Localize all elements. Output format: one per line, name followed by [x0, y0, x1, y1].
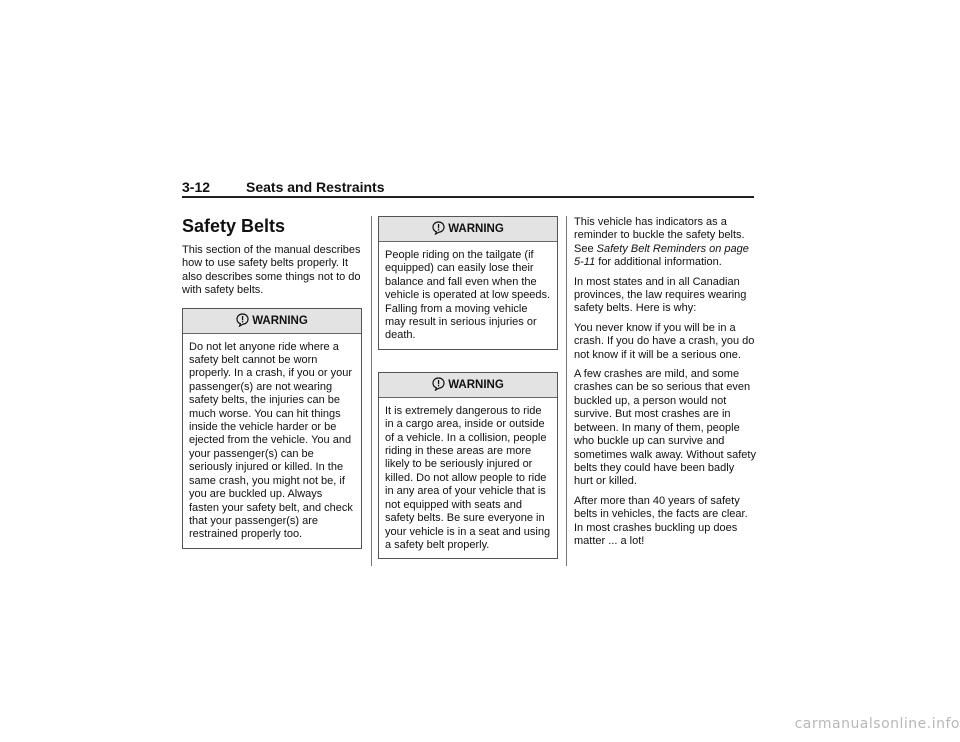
watermark: carmanualsonline.info: [794, 716, 960, 732]
facts-paragraph: After more than 40 years of safety belts in vehicles, the facts are clear. In most crashes buckling up does matter ... a lot!: [574, 494, 748, 547]
law-paragraph: In most states and in all Canadian provinces, the law requires wearing safety belts. Here is why:: [574, 275, 747, 315]
section-title: Seats and Restraints: [246, 179, 385, 195]
warning-header: [183, 309, 361, 334]
warning-header: [379, 217, 557, 242]
section-heading: Safety Belts: [182, 216, 286, 236]
column-2: [378, 216, 558, 559]
cross-reference-link[interactable]: Safety Belt Reminders on page 5-11: [574, 242, 749, 269]
warning-text: Do not let anyone ride where a safety belt cannot be worn properly. In a crash, if you or your passenger(s) are not wearing safety belts, the injuries can be much worse. You can hit things inside the vehicle harder or be ejected from the vehicle. You and your passenger(s) can be seriously injured or killed. In the same crash, you might not be, if you are buckled up. Always fasten your safety belt, and check that your passenger(s) are restrained properly too.: [189, 340, 353, 541]
indicator-paragraph: This vehicle has indicators as a reminder to buckle the safety belts. See Safety Belt Reminders on page 5-11 for additional information.: [574, 216, 749, 269]
warning-box-cargo: [378, 372, 558, 559]
warning-box-belts: [182, 308, 362, 549]
warning-label: WARNING: [252, 314, 308, 327]
crash-paragraph: You never know if you will be in a crash. If you do have a crash, you do not know if it will be a serious one.: [574, 321, 755, 361]
intro-paragraph: This section of the manual describes how to use safety belts properly. It also describes some things not to do with safety belts.: [182, 244, 361, 297]
column-1: [182, 216, 362, 549]
page-header: [182, 178, 754, 198]
warning-box-tailgate: [378, 216, 558, 350]
warning-label: WARNING: [448, 223, 504, 235]
warning-label: WARNING: [448, 378, 504, 391]
column-3: [574, 216, 756, 554]
warning-icon: [432, 221, 445, 235]
warning-icon: [236, 313, 249, 327]
column-divider-right: [566, 216, 567, 566]
column-divider-left: [371, 216, 372, 566]
warning-icon: [432, 377, 445, 391]
severity-paragraph: A few crashes are mild, and some crashes can be so serious that even buckled up, a person would not survive. But most crashes are in between. In many of them, people who buckle up can survive and sometimes walk away. Without safety belts they could have been badly hurt or killed.: [574, 368, 756, 488]
warning-header: [379, 373, 557, 398]
warning-text: People riding on the tailgate (if equipped) can easily lose their balance and fall even when the vehicle is operated at low speeds. Falling from a moving vehicle may result in serious injuries or death.: [385, 249, 551, 342]
page-number: 3-12: [182, 179, 211, 195]
warning-text: It is extremely dangerous to ride in a cargo area, inside or outside of a vehicle. In a collision, people riding in these areas are more likely to be seriously injured or killed. Do not allow people to ride in any area of your vehicle that is not equipped with seats and safety belts. Be sure everyone in your vehicle is in a seat and using a safety belt properly.: [385, 404, 551, 551]
